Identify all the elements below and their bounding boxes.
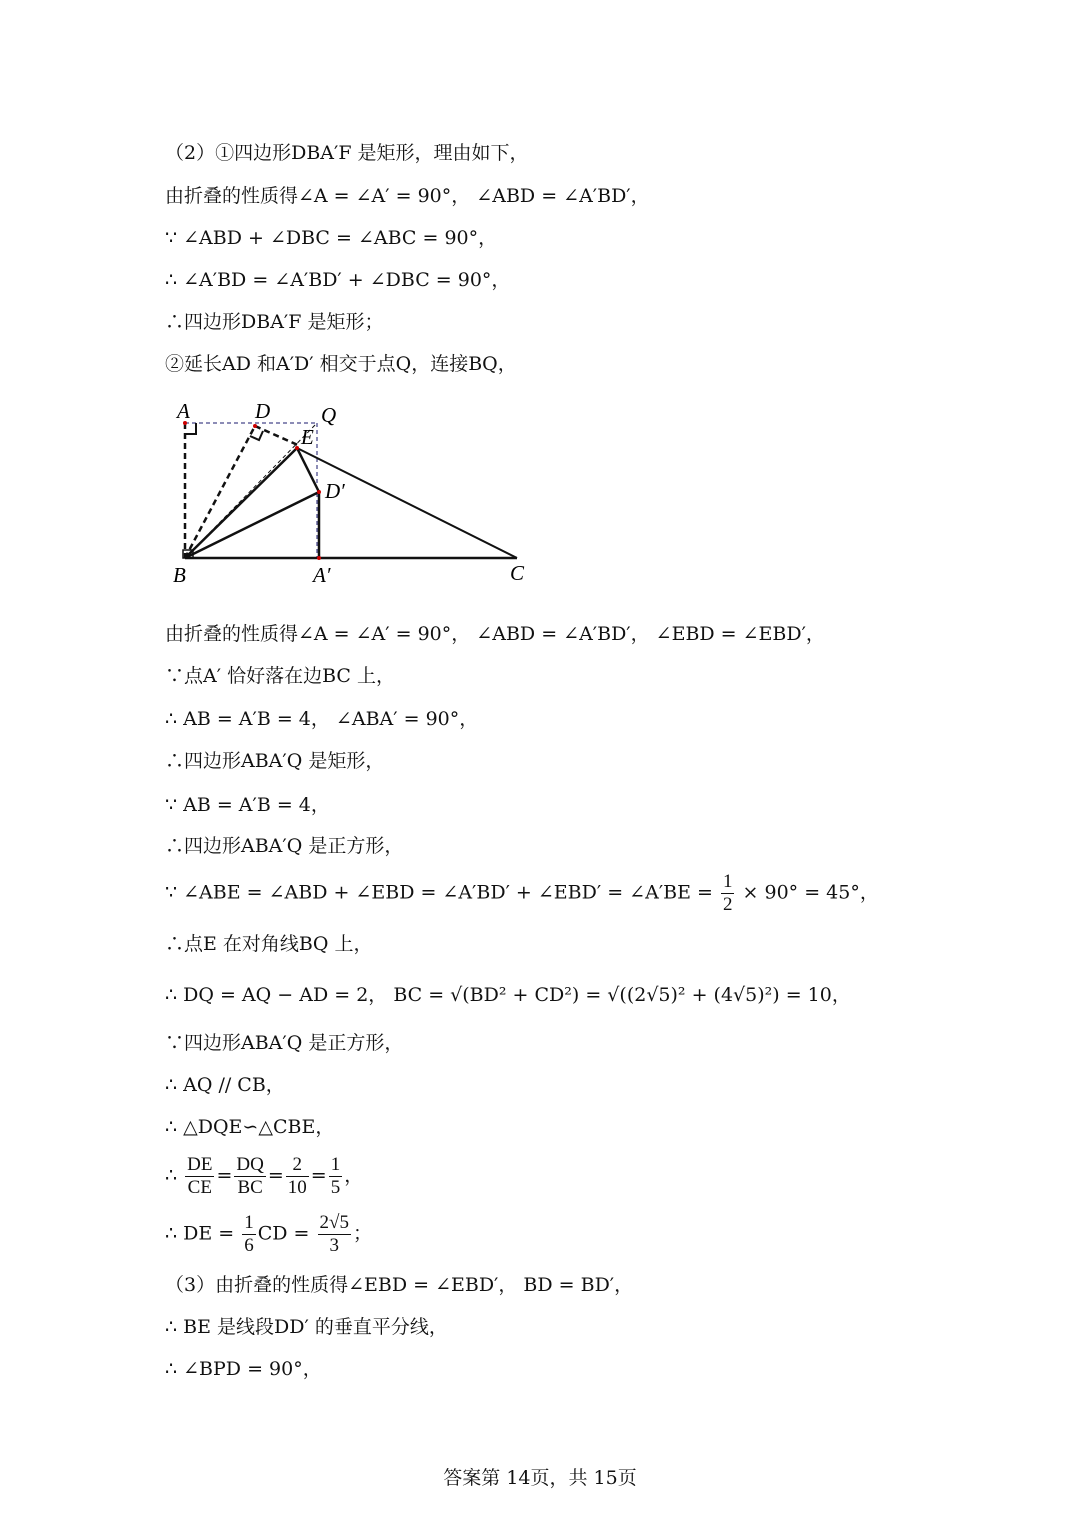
frac-den: 10 <box>287 1177 307 1198</box>
right-angle-a <box>185 423 196 434</box>
fraction-half-den: 2 <box>722 894 733 915</box>
line-19: ∴ $\frac{DE}{CE}$ = $\frac{DQ}{BC}$ = $\frac{2}{10}$ = $\frac{1}{5}$ ， <box>165 1154 364 1198</box>
point-e <box>295 446 299 450</box>
line-23: ∴ ∠BPD = 90°， <box>165 1358 322 1380</box>
line-20-mid: CD = <box>257 1222 310 1245</box>
segment-bd <box>185 426 255 558</box>
segment-be <box>185 448 297 558</box>
frac-num: 1 <box>244 1212 254 1233</box>
line-13-right: × 90° = 45°， <box>742 881 879 904</box>
line-13-left: ∵ ∠ABE = ∠ABD + ∠EBD = ∠A′BD′ + ∠EBD′ = ∠A′BE = <box>165 881 713 904</box>
line-22: ∴ BE 是线段DD′ 的垂直平分线， <box>165 1316 448 1338</box>
label-a: A <box>177 399 190 423</box>
label-d: D <box>255 399 271 423</box>
fraction-2root5-3 <box>318 1212 351 1257</box>
frac-num: 2 <box>286 1154 309 1177</box>
line-3: ∵ ∠ABD + ∠DBC = ∠ABC = 90°， <box>165 227 498 249</box>
line-11: ∵ AB = A′B = 4， <box>165 794 330 816</box>
label-q: Q <box>321 403 337 427</box>
fraction-half <box>721 871 735 916</box>
line-18: ∴ △DQE∽△CBE， <box>165 1116 335 1138</box>
line-20-end: ； <box>352 1222 372 1245</box>
fraction-half-num: 1 <box>722 871 733 892</box>
frac-den: 6 <box>244 1235 254 1256</box>
line-9: ∴ AB = A′B = 4， ∠ABA′ = 90°， <box>165 708 479 730</box>
frac-den: 3 <box>329 1235 339 1256</box>
line-19-pre: ∴ <box>165 1164 178 1187</box>
line-5: ∴四边形DBA′F 是矩形； <box>165 311 384 333</box>
fraction-de-ce <box>185 1154 214 1199</box>
frac-num: 1 <box>330 1154 341 1175</box>
line-4: ∴ ∠A′BD = ∠A′BD′ + ∠DBC = 90°， <box>165 269 511 291</box>
line-7: 由折叠的性质得∠A = ∠A′ = 90°， ∠ABD = ∠A′BD′， ∠EBD = ∠EBD′， <box>165 623 825 645</box>
line-19-end: ， <box>344 1164 364 1187</box>
frac-num: DQ <box>236 1154 264 1175</box>
line-20-pre: ∴ DE = <box>165 1222 235 1245</box>
line-2: 由折叠的性质得∠A = ∠A′ = 90°， ∠ABD = ∠A′BD′， <box>165 185 650 207</box>
line-6: ②延长AD 和A′D′ 相交于点Q，连接BQ， <box>165 353 517 375</box>
line-10: ∴四边形ABA′Q 是矩形， <box>165 750 385 772</box>
label-b: B <box>173 563 186 587</box>
segment-bd-prime <box>185 492 319 558</box>
label-d-prime: D′ <box>325 479 345 503</box>
line-15: ∴ DQ = AQ − AD = 2， BC = √(BD² + CD²) = √((2√5)² + (4√5)²) = 10， <box>165 984 851 1006</box>
frac-num: DE <box>187 1154 213 1175</box>
frac-den: BC <box>237 1177 263 1198</box>
line-8: ∵点A′ 恰好落在边BC 上， <box>165 665 395 687</box>
line-12: ∴四边形ABA′Q 是正方形， <box>165 835 404 857</box>
line-1: （2）①四边形DBA′F 是矩形，理由如下， <box>165 142 529 164</box>
fraction-2-10 <box>286 1154 309 1199</box>
fraction-1-5 <box>329 1154 343 1199</box>
label-a-prime: A′ <box>313 563 331 587</box>
line-21: （3）由折叠的性质得∠EBD = ∠EBD′， BD = BD′， <box>165 1274 634 1296</box>
geometry-figure <box>165 398 535 590</box>
point-a-prime <box>317 556 321 560</box>
frac-den: 5 <box>330 1177 341 1198</box>
line-13 <box>165 871 879 916</box>
line-16: ∵四边形ABA′Q 是正方形， <box>165 1032 404 1054</box>
point-d <box>253 424 257 428</box>
point-d-prime <box>317 490 321 494</box>
page-footer: 答案第 14页，共 15页 <box>443 1467 637 1489</box>
frac-den: CE <box>187 1177 212 1198</box>
label-c: C <box>510 561 525 585</box>
fraction-1-6 <box>242 1212 256 1257</box>
segment-ec <box>297 448 517 558</box>
frac-num: 2√5 <box>319 1212 349 1233</box>
line-20 <box>165 1212 372 1257</box>
label-e: E <box>301 425 314 449</box>
line-14: ∴点E 在对角线BQ 上， <box>165 933 373 955</box>
fraction-dq-bc <box>234 1154 265 1199</box>
line-17: ∴ AQ // CB， <box>165 1074 285 1096</box>
